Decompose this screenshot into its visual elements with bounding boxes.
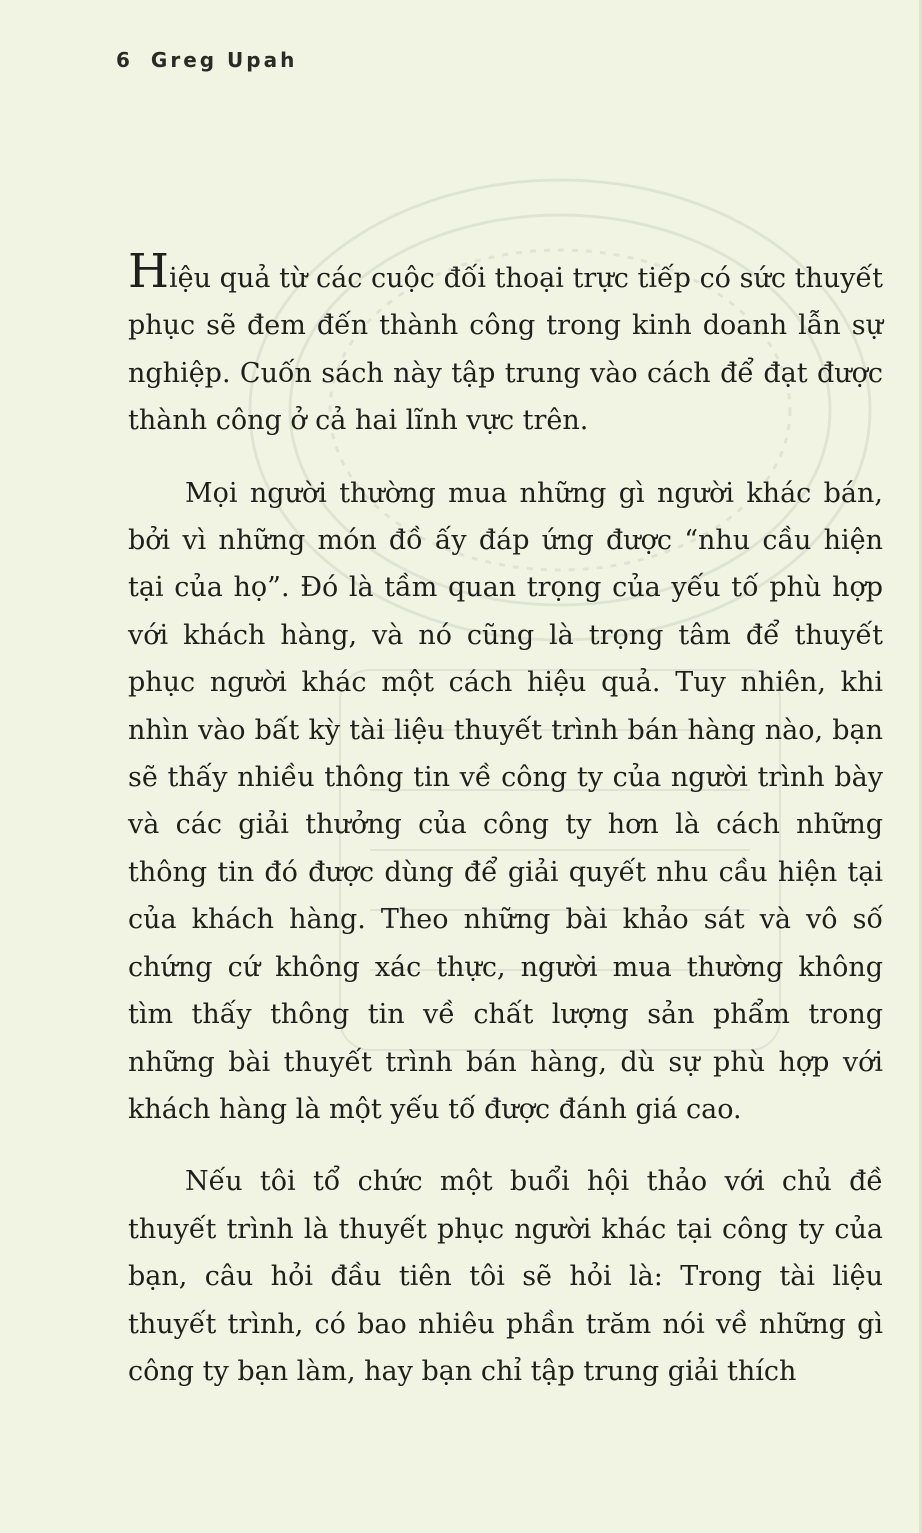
author-name: Greg Upah [150, 48, 298, 72]
page-number: 6 [116, 48, 133, 72]
drop-cap: H [128, 244, 169, 299]
paragraph-1-text: iệu quả từ các cuộc đối thoại trực tiếp có sức thuyết phục sẽ đem đến thành công trong kinh doanh lẫn sự nghiệp. Cuốn sách này tập trung vào cách để đạt được thành công ở cả hai lĩnh vực trên. [128, 263, 883, 437]
paragraph-3: Nếu tôi tổ chức một buổi hội thảo với chủ đề thuyết trình là thuyết phục người khác tại công ty của bạn, câu hỏi đầu tiên tôi sẽ hỏi là: Trong tài liệu thuyết trình, có bao nhiêu phần trăm nói về những gì công ty bạn làm, hay bạn chỉ tập trung giải thích [128, 1166, 883, 1387]
paragraph-1 [128, 244, 883, 445]
running-head [116, 48, 297, 78]
paragraph-2: Mọi người thường mua những gì người khác bán, bởi vì những món đồ ấy đáp ứng được “nhu cầu hiện tại của họ”. Đó là tầm quan trọng của yếu tố phù hợp với khách hàng, và nó cũng là trọng tâm để thuyết phục người khác một cách hiệu quả. Tuy nhiên, khi nhìn vào bất kỳ tài liệu thuyết trình bán hàng nào, bạn sẽ thấy nhiều thông tin về công ty của người trình bày và các giải thưởng của công ty hơn là cách những thông tin đó được dùng để giải quyết nhu cầu hiện tại của khách hàng. Theo những bài khảo sát và vô số chứng cứ không xác thực, người mua thường không tìm thấy thông tin về chất lượng sản phẩm trong những bài thuyết trình bán hàng, dù sự phù hợp với khách hàng là một yếu tố được đánh giá cao. [128, 477, 883, 1125]
body-text [128, 244, 883, 1395]
